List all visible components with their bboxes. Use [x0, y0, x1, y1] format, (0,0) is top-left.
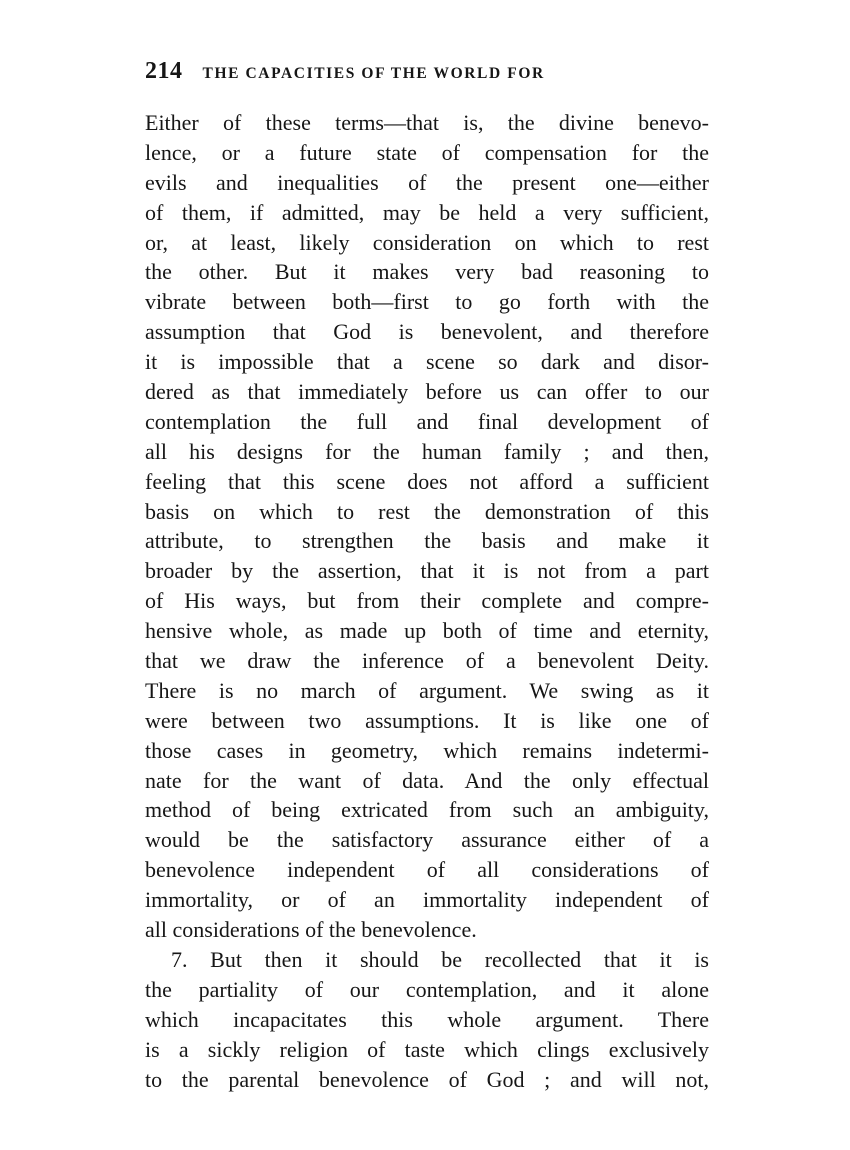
text-line: it is impossible that a scene so dark and disor-: [145, 349, 709, 375]
text-line: assumption that God is benevolent, and therefore: [145, 319, 709, 345]
text-line: or, at least, likely consideration on which to rest: [145, 229, 709, 255]
text-line: immortality, or of an immortality independent of: [145, 887, 709, 913]
text-line: basis on which to rest the demonstration of this: [145, 498, 709, 524]
body-text: [145, 108, 709, 1094]
text-line: that we draw the inference of a benevolent Deity.: [145, 648, 709, 674]
text-line: of His ways, but from their complete and compre-: [145, 588, 709, 614]
text-line: attribute, to strengthen the basis and make it: [145, 528, 709, 554]
text-line: benevolence independent of all considerations of: [145, 857, 709, 883]
text-line: would be the satisfactory assurance either of a: [145, 827, 709, 853]
text-line: vibrate between both—first to go forth with the: [145, 289, 709, 315]
text-line: evils and inequalities of the present one—either: [145, 169, 709, 195]
running-head-title: THE CAPACITIES OF THE WORLD FOR: [202, 65, 545, 82]
text-line: method of being extricated from such an ambiguity,: [145, 797, 709, 823]
text-line: all his designs for the human family ; and then,: [145, 438, 709, 464]
text-line: the other. But it makes very bad reasoning to: [145, 259, 709, 285]
text-line: were between two assumptions. It is like one of: [145, 707, 709, 733]
text-line: There is no march of argument. We swing as it: [145, 677, 709, 703]
text-line: hensive whole, as made up both of time and eternity,: [145, 618, 709, 644]
page-number: 214: [145, 58, 183, 84]
text-line: to the parental benevolence of God ; and will not,: [145, 1066, 709, 1092]
text-line: Either of these terms—that is, the divine benevo-: [145, 110, 709, 135]
text-line: feeling that this scene does not afford a sufficient: [145, 468, 709, 494]
text-line: lence, or a future state of compensation for the: [145, 139, 709, 165]
text-line: broader by the assertion, that it is not from a part: [145, 558, 709, 584]
text-line: which incapacitates this whole argument. There: [145, 1006, 709, 1032]
text-line: contemplation the full and final development of: [145, 408, 709, 434]
text-line: 7. But then it should be recollected that it is: [171, 946, 709, 972]
text-line: of them, if admitted, may be held a very sufficient,: [145, 199, 709, 225]
text-line: nate for the want of data. And the only effectual: [145, 767, 709, 793]
text-line: the partiality of our contemplation, and it alone: [145, 976, 709, 1002]
text-line: is a sickly religion of taste which clings exclusively: [145, 1036, 709, 1062]
text-line: all considerations of the benevolence.: [145, 917, 477, 943]
text-line: those cases in geometry, which remains indetermi-: [145, 737, 709, 763]
text-line: dered as that immediately before us can offer to our: [145, 379, 709, 405]
running-head: [145, 58, 725, 92]
